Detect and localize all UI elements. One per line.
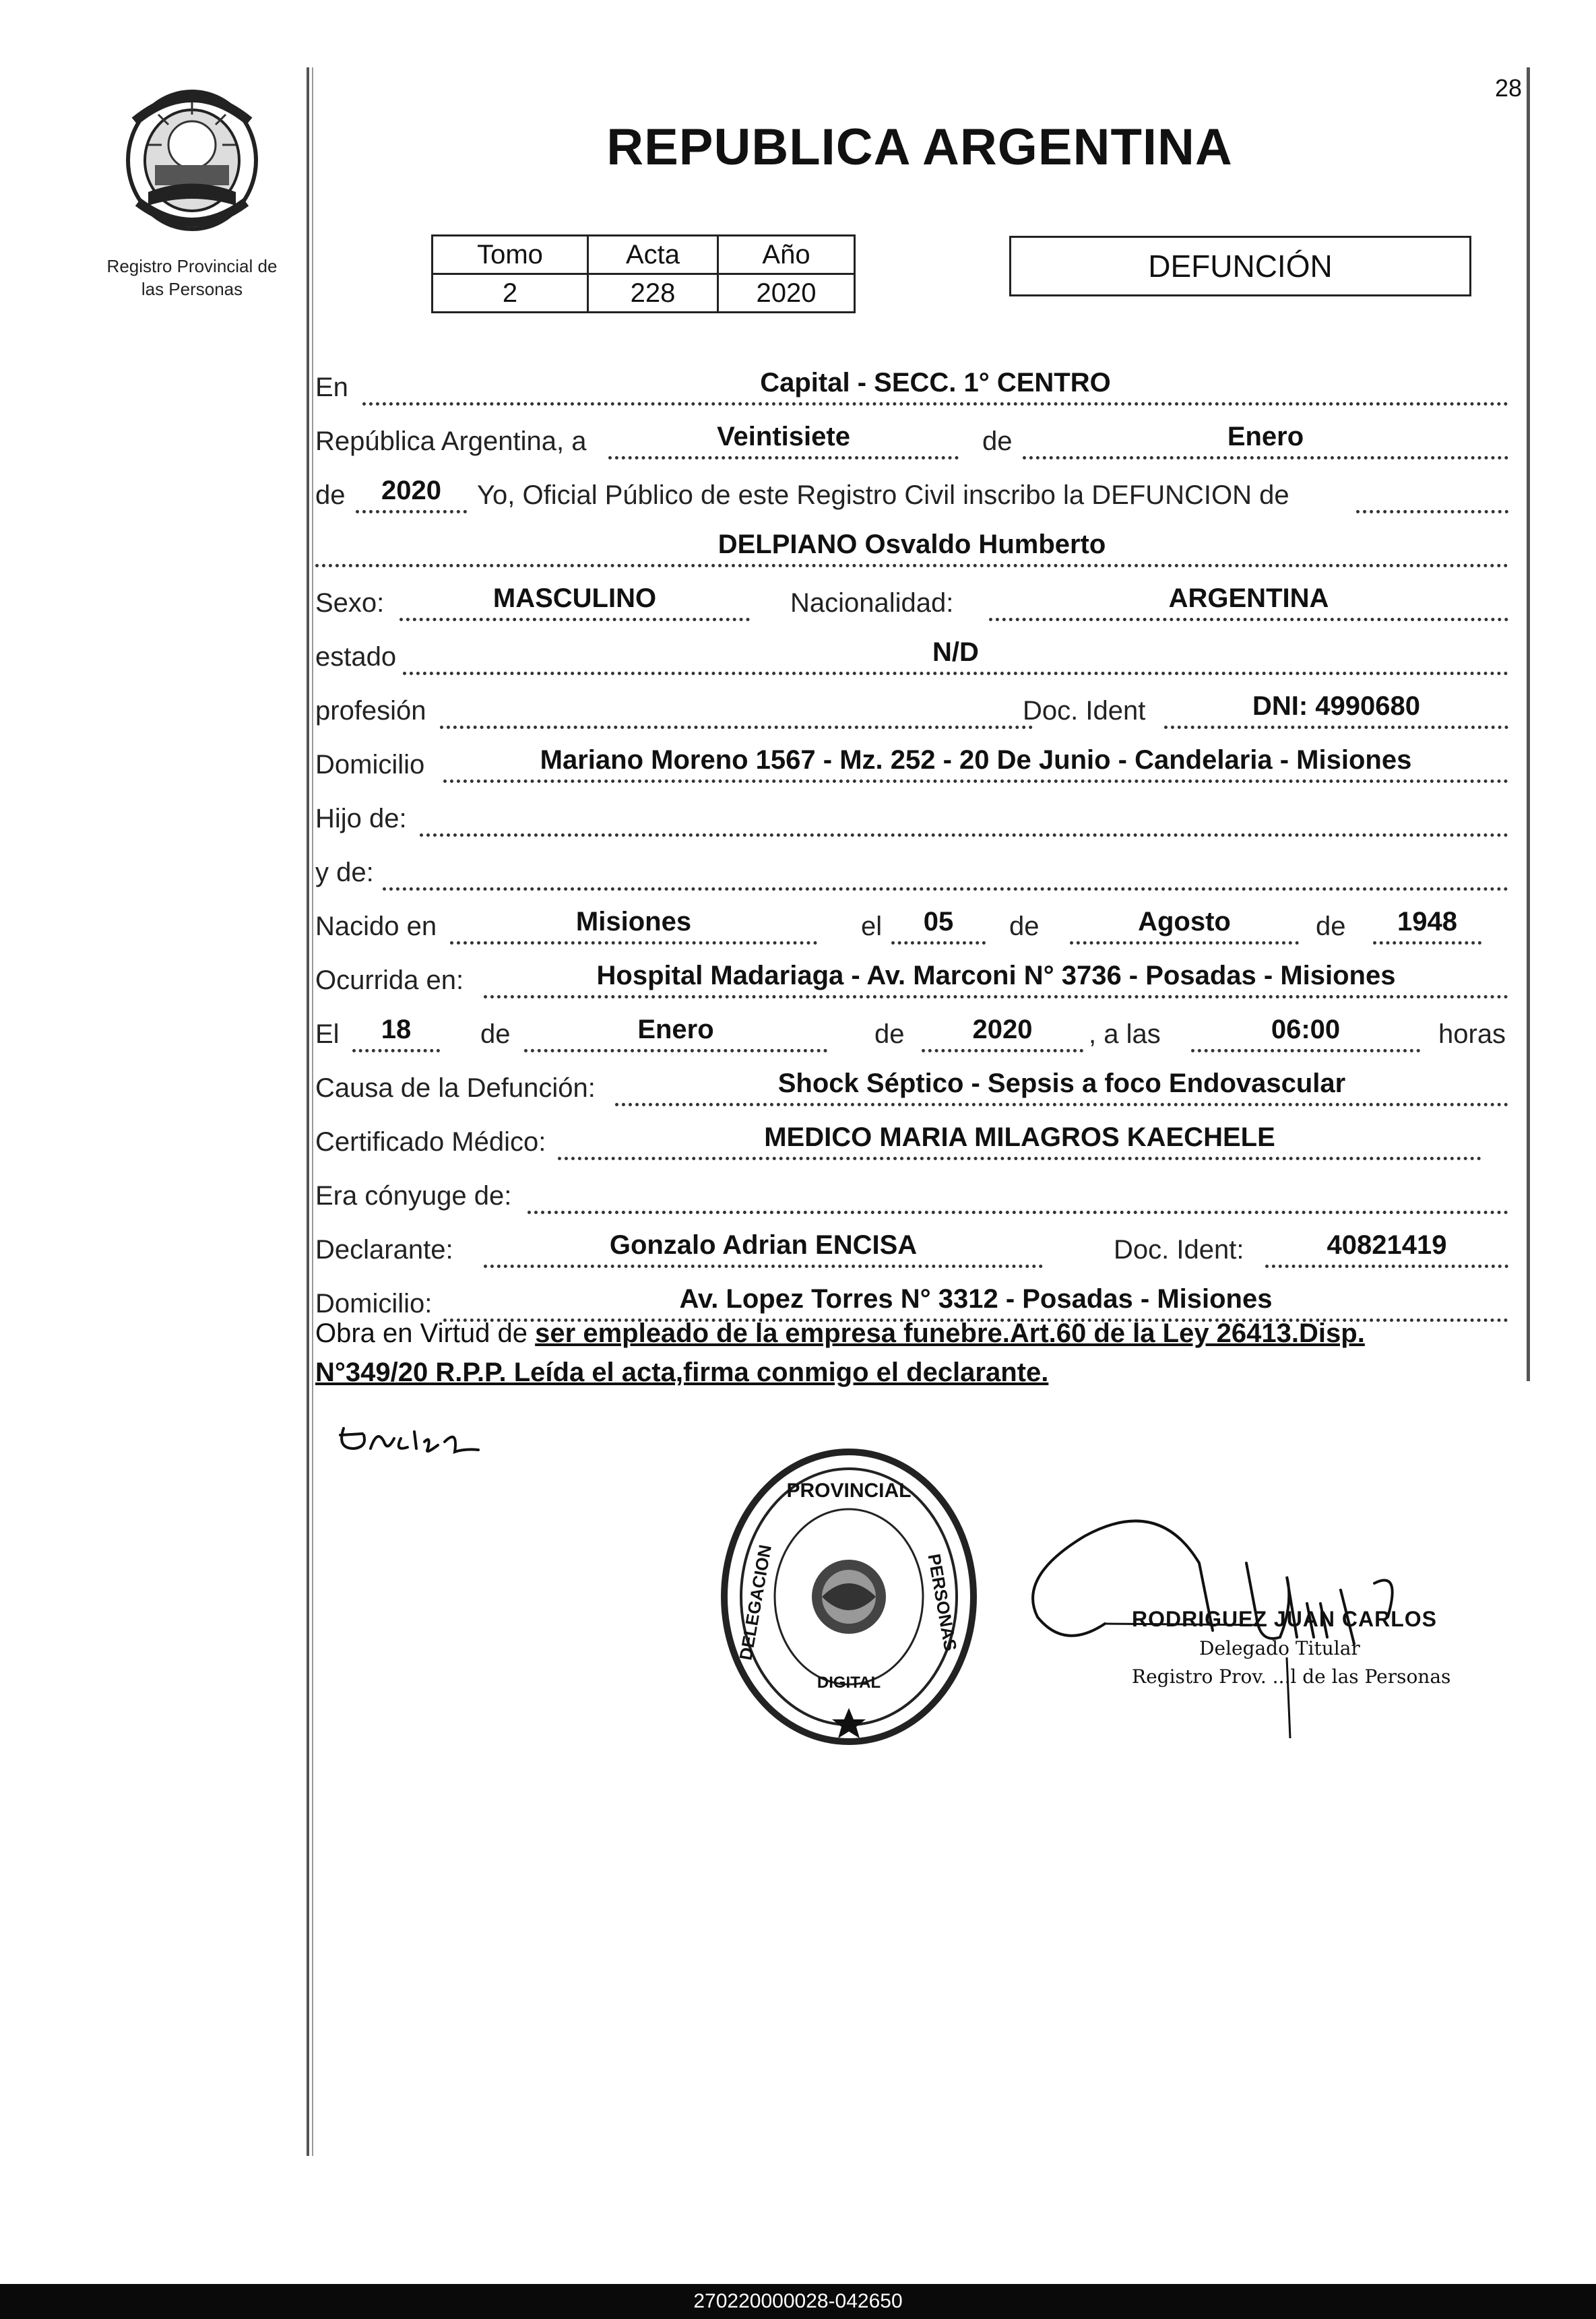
declarante-value: Gonzalo Adrian ENCISA [484,1228,1043,1268]
doc-value: DNI: 4990680 [1164,689,1508,729]
row-nacido [315,900,1508,950]
row-declarante [315,1224,1508,1273]
right-margin-line [1527,67,1530,1381]
causa-label: Causa de la Defunción: [315,1073,596,1103]
row-sexo [315,577,1508,627]
officer-role: Delegado Titular [1199,1637,1360,1659]
svg-text:DIGITAL: DIGITAL [817,1674,881,1692]
record-type: DEFUNCIÓN [1009,236,1471,296]
row-yde [315,846,1508,896]
de-label: de [982,426,1013,456]
row-conyuge [315,1170,1508,1219]
yde-value [383,851,1508,891]
estado-label: estado [315,642,397,672]
row-deceased [315,523,1508,573]
header-ano: Año [718,236,855,274]
obra-value-2: N°349/20 R.P.P. Leída el acta,firma conmigo el declarante. [315,1358,1049,1387]
left-margin-line-inner [312,67,313,2156]
obra-en-virtud [315,1314,1528,1392]
row-certificado [315,1116,1508,1166]
de5-label: de [480,1019,511,1049]
yde-label: y de: [315,858,374,887]
conyuge-label: Era cónyuge de: [315,1181,512,1211]
de2-label: de [315,480,346,510]
birth-month: Agosto [1070,905,1299,945]
doc2-label: Doc. Ident: [1114,1235,1244,1265]
sexo-label: Sexo: [315,588,385,618]
domicilio-label: Domicilio [315,750,425,780]
header-acta: Acta [588,236,718,274]
record-table [431,234,856,313]
en-label: En [315,373,348,402]
provincial-logo [115,81,269,236]
nacido-value: Misiones [450,905,817,945]
row-hijo [315,792,1508,842]
left-margin-line [307,67,309,2156]
svg-text:PROVINCIAL: PROVINCIAL [786,1480,912,1502]
doc2-value: 40821419 [1265,1228,1508,1268]
horas-label: horas [1438,1019,1506,1049]
birth-day: 05 [891,905,986,945]
month-value: Enero [1023,420,1508,459]
declarant-signature [330,1401,492,1462]
death-month: Enero [524,1013,827,1052]
row-oficial [315,469,1508,519]
republica-label: República Argentina, a [315,426,587,456]
profesion-value [440,689,1033,729]
header-tomo: Tomo [433,236,588,274]
ocurrida-label: Ocurrida en: [315,965,464,995]
document-code: 270220000028-042650 [693,2290,903,2312]
death-time: 06:00 [1191,1013,1420,1052]
el2-label: El [315,1019,340,1049]
value-acta: 228 [588,274,718,313]
certificado-label: Certificado Médico: [315,1127,546,1157]
officer-office: Registro Prov. ...l de las Personas [1132,1665,1451,1688]
el-label: el [861,912,883,941]
row-fecha-defuncion [315,1008,1508,1058]
profesion-label: profesión [315,696,426,726]
sexo-value: MASCULINO [400,581,750,621]
nacionalidad-value: ARGENTINA [989,581,1508,621]
row-en [315,361,1508,411]
row-profesion [315,685,1508,734]
de6-label: de [874,1019,905,1049]
hijo-value [420,797,1508,837]
svg-text:PERSONAS: PERSONAS [924,1552,961,1653]
hijo-label: Hijo de: [315,804,407,833]
birth-year: 1948 [1373,905,1481,945]
alas-label: , a las [1089,1019,1161,1049]
conyuge-value [528,1174,1508,1214]
document-code-bar [0,2284,1596,2319]
row-causa [315,1062,1508,1112]
certificado-value: MEDICO MARIA MILAGROS KAECHELE [558,1120,1481,1160]
death-year: 2020 [922,1013,1083,1052]
nacido-label: Nacido en [315,912,437,941]
nacionalidad-label: Nacionalidad: [790,588,954,618]
obra-value-1: ser empleado de la empresa funebre.Art.60 de la Ley 26413.Disp. [535,1319,1365,1348]
row-ocurrida [315,954,1508,1004]
day-value: Veintisiete [608,420,959,459]
officer-name: RODRIGUEZ JUAN CARLOS [1132,1607,1438,1631]
svg-text:DELEGACION: DELEGACION [735,1543,775,1662]
estado-value: N/D [403,635,1508,675]
deceased-name: DELPIANO Osvaldo Humberto [315,528,1508,567]
page-number: 28 [1494,74,1522,102]
document-title: REPUBLICA ARGENTINA [606,119,1233,176]
row-estado [315,631,1508,680]
row-fecha-inscripcion [315,415,1508,465]
official-seal [707,1442,990,1752]
value-tomo: 2 [433,274,588,313]
oficial-continuation [1356,474,1508,513]
death-day: 18 [352,1013,440,1052]
de3-label: de [1009,912,1040,941]
doc-label: Doc. Ident [1023,696,1146,726]
obra-label: Obra en Virtud de [315,1319,528,1348]
year-value: 2020 [356,474,467,513]
declarante-label: Declarante: [315,1235,453,1265]
registry-label: Registro Provincial de las Personas [106,256,278,299]
domicilio2-label: Domicilio: [315,1289,433,1319]
value-ano: 2020 [718,274,855,313]
en-value: Capital - SECC. 1° CENTRO [362,366,1508,406]
row-domicilio [315,738,1508,788]
domicilio-value: Mariano Moreno 1567 - Mz. 252 - 20 De Junio - Candelaria - Misiones [443,743,1508,783]
oficial-text: Yo, Oficial Público de este Registro Civil inscribo la DEFUNCION de [477,480,1289,510]
de4-label: de [1316,912,1346,941]
causa-value: Shock Séptico - Sepsis a foco Endovascular [615,1067,1508,1106]
domicilio2-value: Av. Lopez Torres N° 3312 - Posadas - Misiones [443,1282,1508,1322]
ocurrida-value: Hospital Madariaga - Av. Marconi N° 3736 - Posadas - Misiones [484,959,1508,998]
